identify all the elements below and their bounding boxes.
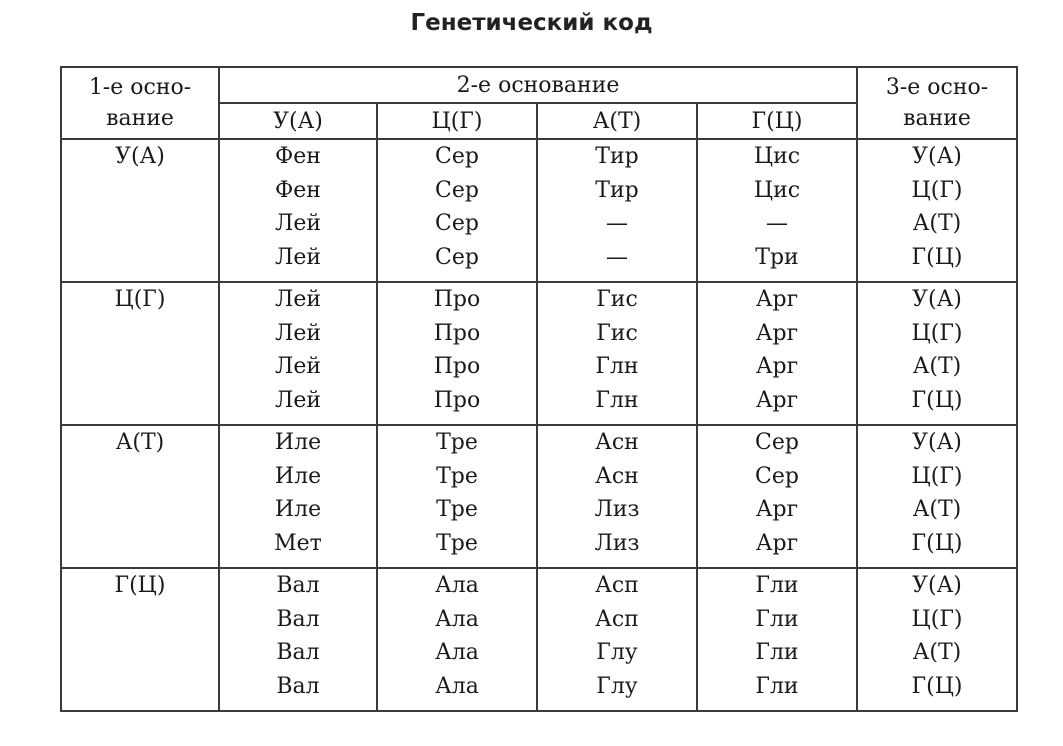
amino-acid: Про [433,287,481,312]
amino-acid: Сер [435,177,479,203]
genetic-code-table [60,66,1018,712]
third-base-label: Г(Ц) [911,673,963,699]
first-base-label: А(Т) [115,430,165,455]
header-third-line2: вание [903,106,971,131]
amino-acid: Арг [755,320,799,346]
amino-acid: Тре [436,463,478,489]
second-base-header-a: А(Т) [537,103,697,139]
amino-acid: Лиз [594,530,640,556]
amino-acid: Арг [755,530,799,556]
amino-acid: Асн [595,463,639,489]
amino-acid: Глн [595,354,639,379]
header-second-base: 2-е основание [219,67,857,103]
amino-acid-cell-u [219,282,377,425]
header-first-line1: 1-е осно- [88,75,192,100]
amino-acid: Тре [436,530,478,556]
third-base-cell [857,139,1017,282]
amino-acid: Сер [435,211,479,236]
codon-group-row [61,139,1017,282]
amino-acid-cell-c [377,282,537,425]
amino-acid: Тре [436,497,478,522]
header-first-base [61,67,219,139]
first-base-label: Г(Ц) [114,573,166,598]
amino-acid: Про [433,354,481,379]
amino-acid: Иле [274,430,322,455]
second-base-header-c: Ц(Г) [377,103,537,139]
amino-acid-cell-u [219,568,377,711]
amino-acid-cell-c [377,425,537,568]
amino-acid: Ала [435,673,479,699]
amino-acid: Вал [276,673,320,699]
amino-acid-cell-u [219,139,377,282]
amino-acid: Гли [755,640,799,665]
amino-acid: Ала [435,573,479,598]
amino-acid: Фен [275,144,321,169]
first-base-cell [61,568,219,711]
amino-acid: Гли [755,573,799,598]
amino-acid: Про [433,320,481,346]
amino-acid: Лей [274,354,322,379]
amino-acid: Иле [274,463,322,489]
amino-acid: Фен [275,177,321,203]
amino-acid: Три [755,244,799,270]
amino-acid-cell-g [697,282,857,425]
amino-acid: Иле [274,497,322,522]
amino-acid: Глн [595,387,639,413]
first-base-cell [61,282,219,425]
amino-acid-cell-g [697,425,857,568]
codon-group-row [61,425,1017,568]
amino-acid: Сер [435,144,479,169]
amino-acid: — [766,211,788,236]
second-base-header-g: Г(Ц) [697,103,857,139]
codon-group-row [61,568,1017,711]
third-base-label: А(Т) [912,497,962,522]
third-base-cell [857,282,1017,425]
amino-acid: Вал [276,573,320,598]
amino-acid: Сер [755,430,799,455]
amino-acid: Цис [753,177,801,203]
amino-acid: Гли [755,673,799,699]
third-base-label: Ц(Г) [911,177,963,203]
amino-acid: Тир [595,177,639,203]
amino-acid: Лей [274,244,322,270]
amino-acid: Тир [595,144,639,169]
amino-acid: Лиз [594,497,640,522]
amino-acid: Цис [753,144,801,169]
amino-acid: Арг [755,497,799,522]
third-base-cell [857,568,1017,711]
second-base-header-u: У(А) [219,103,377,139]
amino-acid: Асп [595,573,639,598]
codon-group-row [61,282,1017,425]
third-base-label: У(А) [912,287,962,312]
amino-acid: Ала [435,640,479,665]
amino-acid: Вал [276,640,320,665]
amino-acid-cell-g [697,139,857,282]
amino-acid: Глу [596,640,638,665]
third-base-label: Г(Ц) [911,530,963,556]
header-third-base [857,67,1017,139]
amino-acid: Ала [435,606,479,632]
header-first-line2: вание [106,106,174,131]
amino-acid: Тре [436,430,478,455]
third-base-label: А(Т) [912,354,962,379]
third-base-label: У(А) [912,144,962,169]
amino-acid: Глу [596,673,638,699]
third-base-label: Ц(Г) [911,606,963,632]
first-base-label: У(А) [115,144,165,169]
header-third-line1: 3-е осно- [885,75,989,100]
amino-acid: Гис [596,287,638,312]
amino-acid: Лей [274,320,322,346]
amino-acid: Вал [276,606,320,632]
amino-acid: — [606,244,628,270]
amino-acid-cell-a [537,568,697,711]
amino-acid: Лей [274,387,322,413]
third-base-label: Г(Ц) [911,244,963,270]
amino-acid-cell-a [537,282,697,425]
amino-acid: Лей [274,287,322,312]
amino-acid-cell-g [697,568,857,711]
first-base-cell [61,425,219,568]
third-base-label: Ц(Г) [911,463,963,489]
amino-acid-cell-a [537,139,697,282]
amino-acid-cell-a [537,425,697,568]
amino-acid-cell-c [377,568,537,711]
amino-acid: Асп [595,606,639,632]
amino-acid: Гис [596,320,638,346]
amino-acid-cell-c [377,139,537,282]
third-base-label: Г(Ц) [911,387,963,413]
amino-acid: Сер [755,463,799,489]
third-base-label: У(А) [912,430,962,455]
third-base-cell [857,425,1017,568]
amino-acid: Лей [274,211,322,236]
third-base-label: Ц(Г) [911,320,963,346]
amino-acid: Арг [755,287,799,312]
amino-acid: Сер [435,244,479,270]
first-base-label: Ц(Г) [114,287,166,312]
amino-acid: Мет [274,530,322,556]
amino-acid: Арг [755,387,799,413]
third-base-label: А(Т) [912,211,962,236]
amino-acid: Гли [755,606,799,632]
amino-acid-cell-u [219,425,377,568]
third-base-label: А(Т) [912,640,962,665]
amino-acid: Арг [755,354,799,379]
first-base-cell [61,139,219,282]
page-title: Генетический код [410,10,653,36]
third-base-label: У(А) [912,573,962,598]
amino-acid: Асн [595,430,639,455]
amino-acid: Про [433,387,481,413]
amino-acid: — [606,211,628,236]
